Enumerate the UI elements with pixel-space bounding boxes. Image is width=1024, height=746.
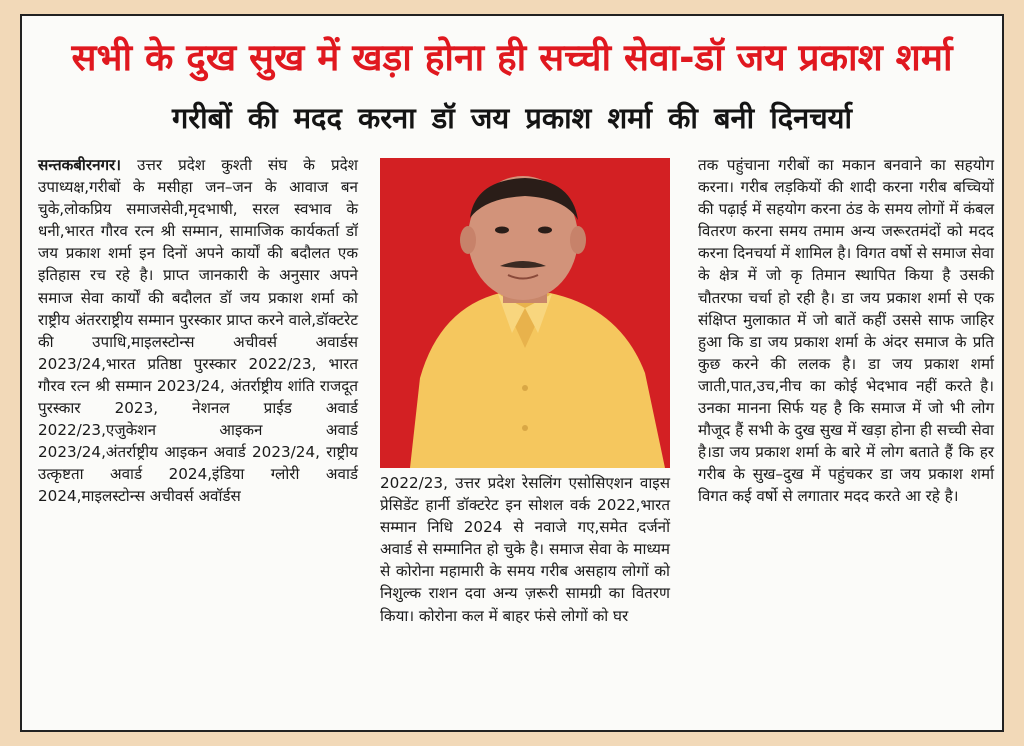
article-column-3: तक पहुंचाना गरीबों का मकान बनवाने का सहयोग करना। गरीब लड़कियों की शादी करना गरीब बच्चियों की पढ़ाई में सहयोग करना ठंड के समय लोगों में कंबल वितरण करना समय तमाम अन्य जरूरतमंदों को मदद करना दिनचर्या में शामिल है। विगत वर्षो से समाज सेवा के क्षेत्र में जो कृ तिमान स्थापित किया है उसकी चौतरफा चर्चा हो रही है। डा जय प्रकाश शर्मा से एक संक्षिप्त मुलाकात में जो बातें कहीं उससे साफ जाहिर हुआ कि डा जय प्रकाश शर्मा के अंदर समाज के प्रति कुछ करने की ललक है। डा जय प्रकाश शर्मा जाती,पात,उच,नीच का कोई भेदभाव नहीं करते है। उनका मानना सिर्फ यह है कि समाज में जो भी लोग मौजूद हैं सभी के दुख सुख में खड़ा होना ही सच्ची सेवा है।डा जय प्रकाश शर्मा के बारे में लोग बताते हैं कि हर गरीब के सुख–दुख में पहुंचकर डा जय प्रकाश शर्मा विगत कई वर्षो से लगातार मदद करते आ रहे है। — [698, 156, 994, 506]
news-clipping — [20, 14, 1004, 732]
portrait-photo — [380, 158, 670, 468]
article-column-1 — [38, 154, 358, 508]
article-column-2: 2022/23, उत्तर प्रदेश रेसलिंग एसोसिएशन वाइस प्रेसिडेंट हार्नी डॉक्टरेट इन सोशल वर्क 2022,भारत सम्मान निधि 2024 से नवाजे गए,समेत दर्जनों अवार्ड से सम्मानित हो चुके है। समाज सेवा के माध्यम से कोरोना महामारी के समय गरीब असहाय लोगों को निशुल्क राशन दवा अन्य ज़रूरी सामग्री का वितरण किया। कोरोना कल में बाहर फंसे लोगों को घर — [380, 474, 670, 625]
column-1-text: उत्तर प्रदेश कुश्ती संघ के प्रदेश उपाध्यक्ष,गरीबों के मसीहा जन–जन के आवाज बन चुके,लोकप्रिय समाजसेवी,मृदभाषी, सरल स्वभाव के धनी,भारत गौरव रत्न श्री सम्मान, सामाजिक कार्यकर्ता डॉ जय प्रकाश शर्मा इन दिनों अपने कार्यों की बदौलत एक इतिहास रच रहे है। प्राप्त जानकारी के अनुसार अपने समाज सेवा कार्यों की बदौलत डॉ जय प्रकाश शर्मा को राष्ट्रीय अंतरराष्ट्रीय सम्मान पुरस्कार प्राप्त करने वाले,डॉक्टरेट की उपाधि,माइलस्टोन्स अचीवर्स अवार्डस 2023/24,भारत प्रतिष्ठा पुरस्कार 2022/23, भारत गौरव रत्न श्री सम्मान 2023/24, अंतर्राष्ट्रीय शांति राजदूत पुरस्कार 2023, नेशनल प्राईड अवार्ड 2022/23,एजुकेशन आइकन अवार्ड 2023/24,अंतर्राष्ट्रीय आइकन अवार्ड 2023/24, राष्ट्रीय उत्कृष्टता अवार्ड 2024,इंडिया ग्लोरी अवार्ड 2024,माइलस्टोन्स अचीवर्स अवॉर्डस — [38, 156, 358, 506]
subheadline: गरीबों की मदद करना डॉ जय प्रकाश शर्मा की बनी दिनचर्या — [171, 101, 853, 135]
portrait-illustration — [380, 158, 670, 468]
dateline: सन्तकबीरनगर। — [38, 156, 122, 174]
headline: सभी के दुख सुख में खड़ा होना ही सच्ची सेवा-डॉ जय प्रकाश शर्मा — [71, 36, 953, 79]
